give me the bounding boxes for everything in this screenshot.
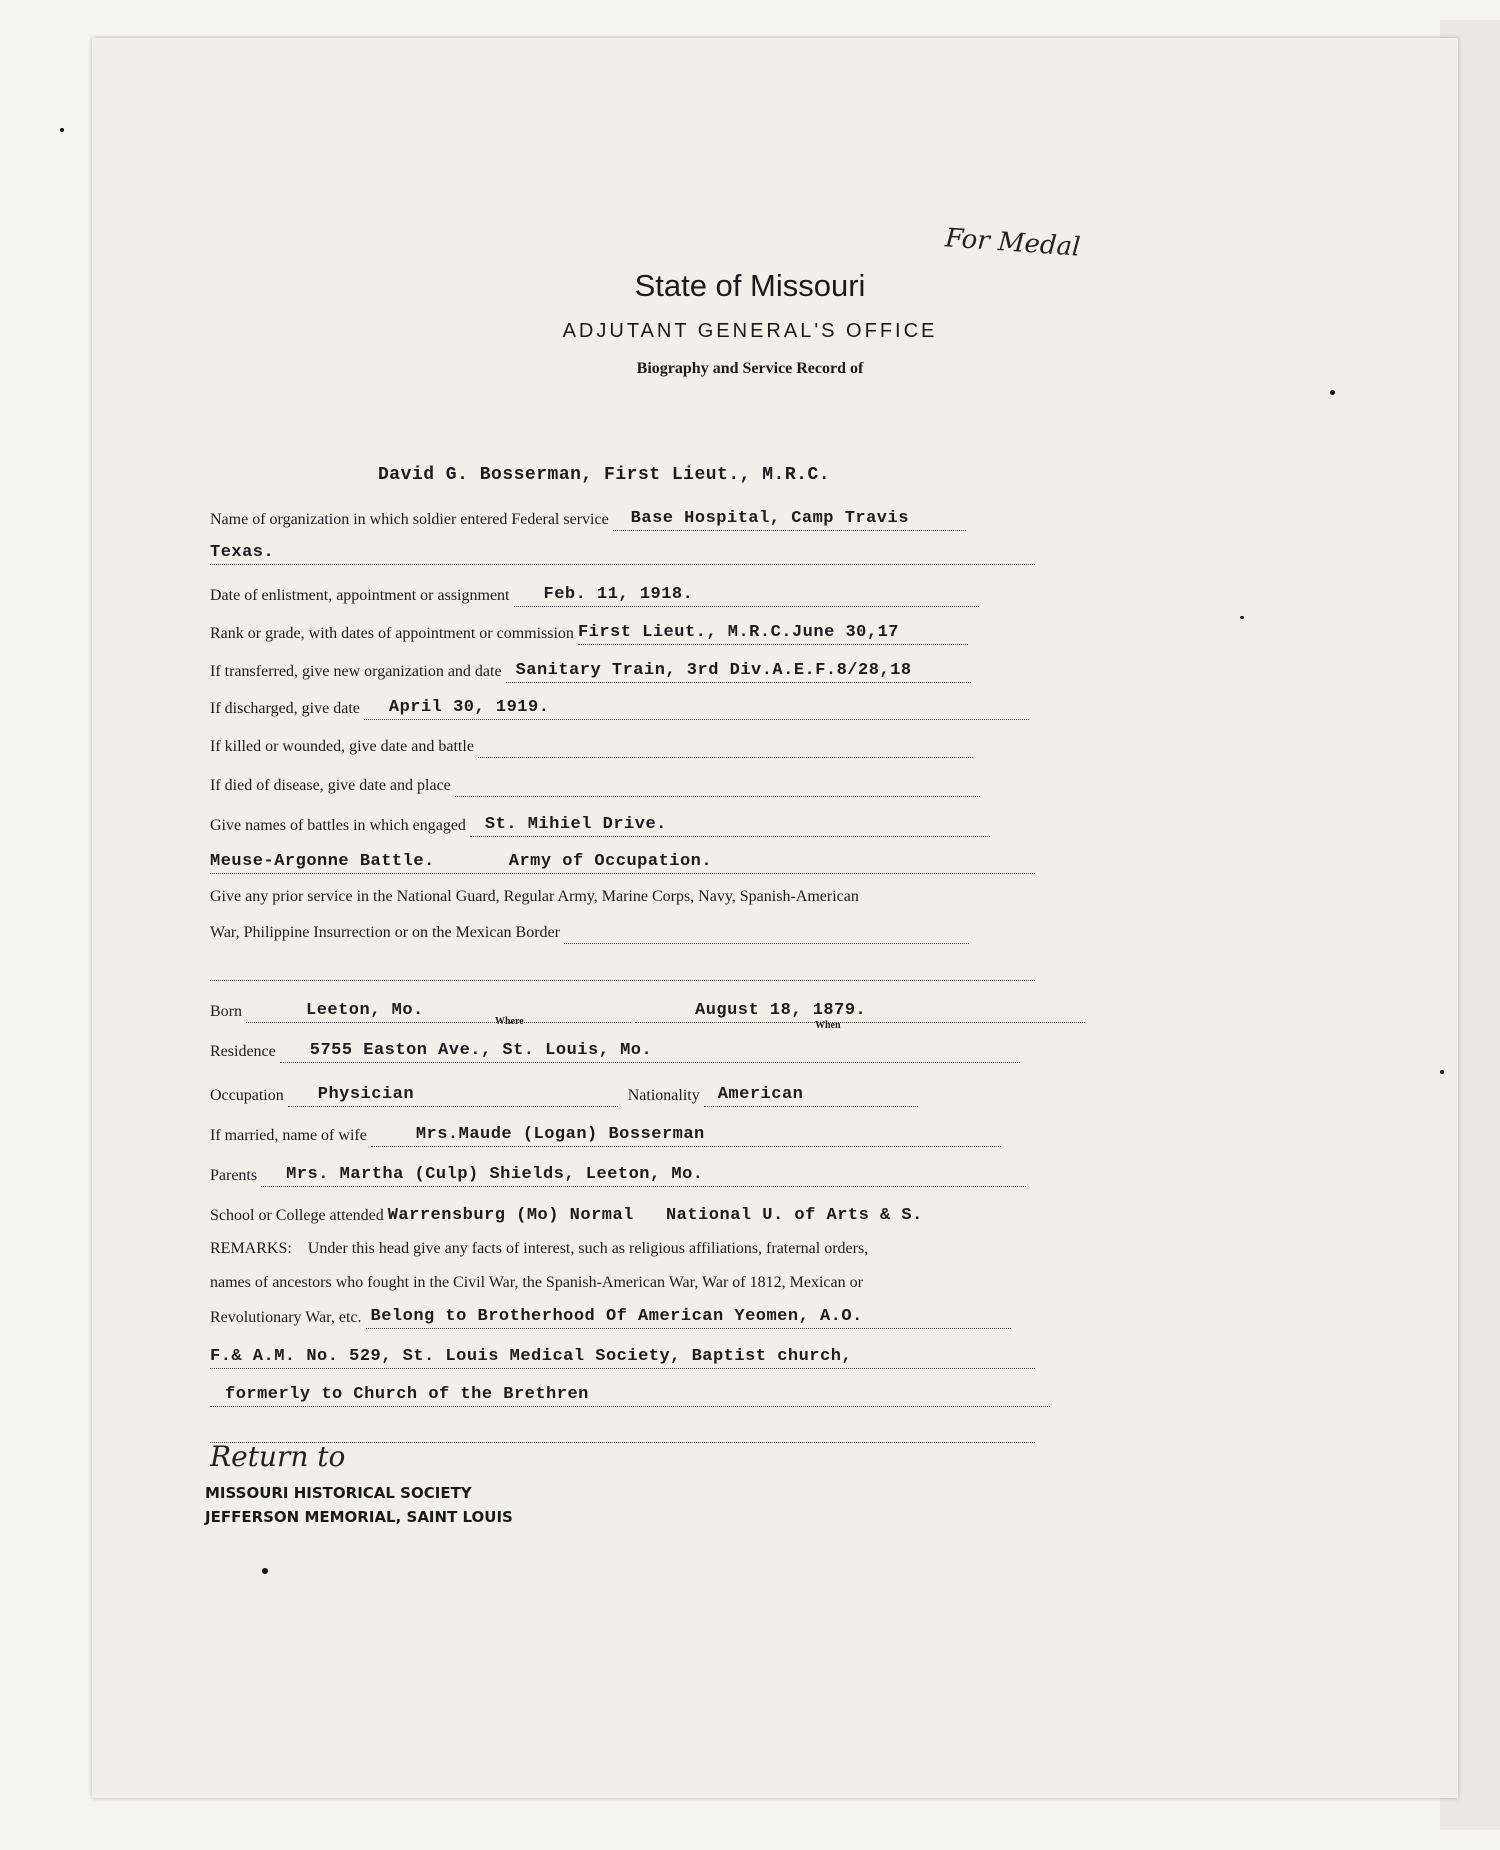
blank-line [210,980,1035,981]
field-value: Warrensburg (Mo) Normal National U. of Arts & S. [387,1206,923,1225]
field-value: Meuse-Argonne Battle. [210,852,435,871]
field-enlistment [210,584,1035,607]
field-battles [210,814,1035,837]
field-parents [210,1164,1035,1187]
field-occupation [210,1084,1035,1107]
field-battles-cont [210,850,1035,874]
field-label: Residence [210,1043,276,1060]
field-value: formerly to Church of the Brethren [210,1384,1050,1407]
field-label: Date of enlistment, appointment or assignment [210,587,510,604]
field-wife [210,1124,1035,1147]
field-value [455,796,980,797]
field-label: Revolutionary War, etc. [210,1309,362,1326]
field-label: If discharged, give date [210,700,360,717]
remarks-line-2: names of ancestors who fought in the Civil War, the Spanish-American War, War of 1812, Mexican or [210,1274,863,1291]
field-value [564,943,969,944]
field-value: Mrs. Martha (Culp) Shields, Leeton, Mo. [261,1164,1026,1187]
page-title: State of Missouri [634,268,866,303]
field-discharged [210,697,1035,720]
field-label: War, Philippine Insurrection or on the Mexican Border [210,924,560,941]
field-line [210,850,1035,874]
field-label: Give names of battles in which engaged [210,817,466,834]
remarks-line-3 [210,1306,1035,1329]
field-label: Name of organization in which soldier entered Federal service [210,511,609,528]
field-value: Base Hospital, Camp Travis [613,508,966,531]
field-value: First Lieut., M.R.C.June 30,17 [578,622,968,645]
field-value: Physician [288,1084,618,1107]
field-label: School or College attended [210,1207,384,1224]
remarks-line-1 [210,1238,1035,1260]
field-value: 5755 Easton Ave., St. Louis, Mo. [280,1040,1020,1063]
field-label: If transferred, give new organization and date [210,663,502,680]
paper-speck [1240,616,1244,619]
field-value: Feb. 11, 1918. [514,584,979,607]
field-label: Born [210,1003,242,1020]
field-value: April 30, 1919. [364,697,1029,720]
remarks-label: REMARKS: [210,1240,292,1257]
field-value [478,757,973,758]
field-value: F.& A.M. No. 529, St. Louis Medical Society, Baptist church, [210,1346,1035,1369]
field-organization [210,508,1035,531]
paper-speck [1440,1070,1444,1074]
field-label: Nationality [627,1087,700,1104]
field-value: St. Mihiel Drive. [470,814,990,837]
field-label: If died of disease, give date and place [210,777,451,794]
field-school [210,1204,1035,1227]
born-when-value: August 18, 1879. [635,1000,1085,1023]
remarks-text: Under this head give any facts of interest, such as religious affiliations, fraternal orders, [307,1240,869,1257]
paper-speck [262,1568,268,1574]
field-residence [210,1040,1035,1063]
field-value: American [704,1084,918,1107]
footer-line-1: MISSOURI HISTORICAL SOCIETY [205,1484,472,1502]
born-where-label: Where [495,1016,524,1027]
footer-line-2: JEFFERSON MEMORIAL, SAINT LOUIS [205,1508,513,1526]
field-value: Texas. [210,542,1035,565]
field-label: Occupation [210,1087,284,1104]
field-value: Mrs.Maude (Logan) Bosserman [371,1124,1001,1147]
born-where-value: Leeton, Mo. [246,1000,631,1023]
field-rank [210,622,1035,645]
field-label: If killed or wounded, give date and battle [210,738,474,755]
field-transferred [210,660,1035,683]
record-heading: Biography and Service Record of [636,360,864,377]
office-heading: ADJUTANT GENERAL'S OFFICE [562,320,938,342]
return-to-handwriting: Return to [210,1440,346,1473]
paper-speck [60,128,64,132]
field-value: Belong to Brotherhood Of American Yeomen, A.O. [366,1306,1011,1329]
field-label: Parents [210,1167,258,1184]
field-value: Sanitary Train, 3rd Div.A.E.F.8/28,18 [506,660,971,683]
handwritten-note: For Medal [944,223,1082,263]
field-prior-service-label: Give any prior service in the National Guard, Regular Army, Marine Corps, Navy, Spanish-American [210,888,859,905]
field-died [210,775,1035,797]
remarks-line-4 [210,1346,1035,1369]
field-value: Army of Occupation. [508,852,713,871]
field-label: Rank or grade, with dates of appointment or commission [210,625,574,642]
field-born [210,1000,1035,1023]
paper-speck [1330,390,1335,395]
field-killed [210,736,1035,758]
field-organization-cont [210,542,1035,565]
remarks-line-5 [210,1384,1035,1407]
field-label: If married, name of wife [210,1127,367,1144]
born-when-label: When [815,1020,841,1031]
field-prior-service [210,922,1035,944]
soldier-name: David G. Bosserman, First Lieut., M.R.C. [378,465,831,485]
